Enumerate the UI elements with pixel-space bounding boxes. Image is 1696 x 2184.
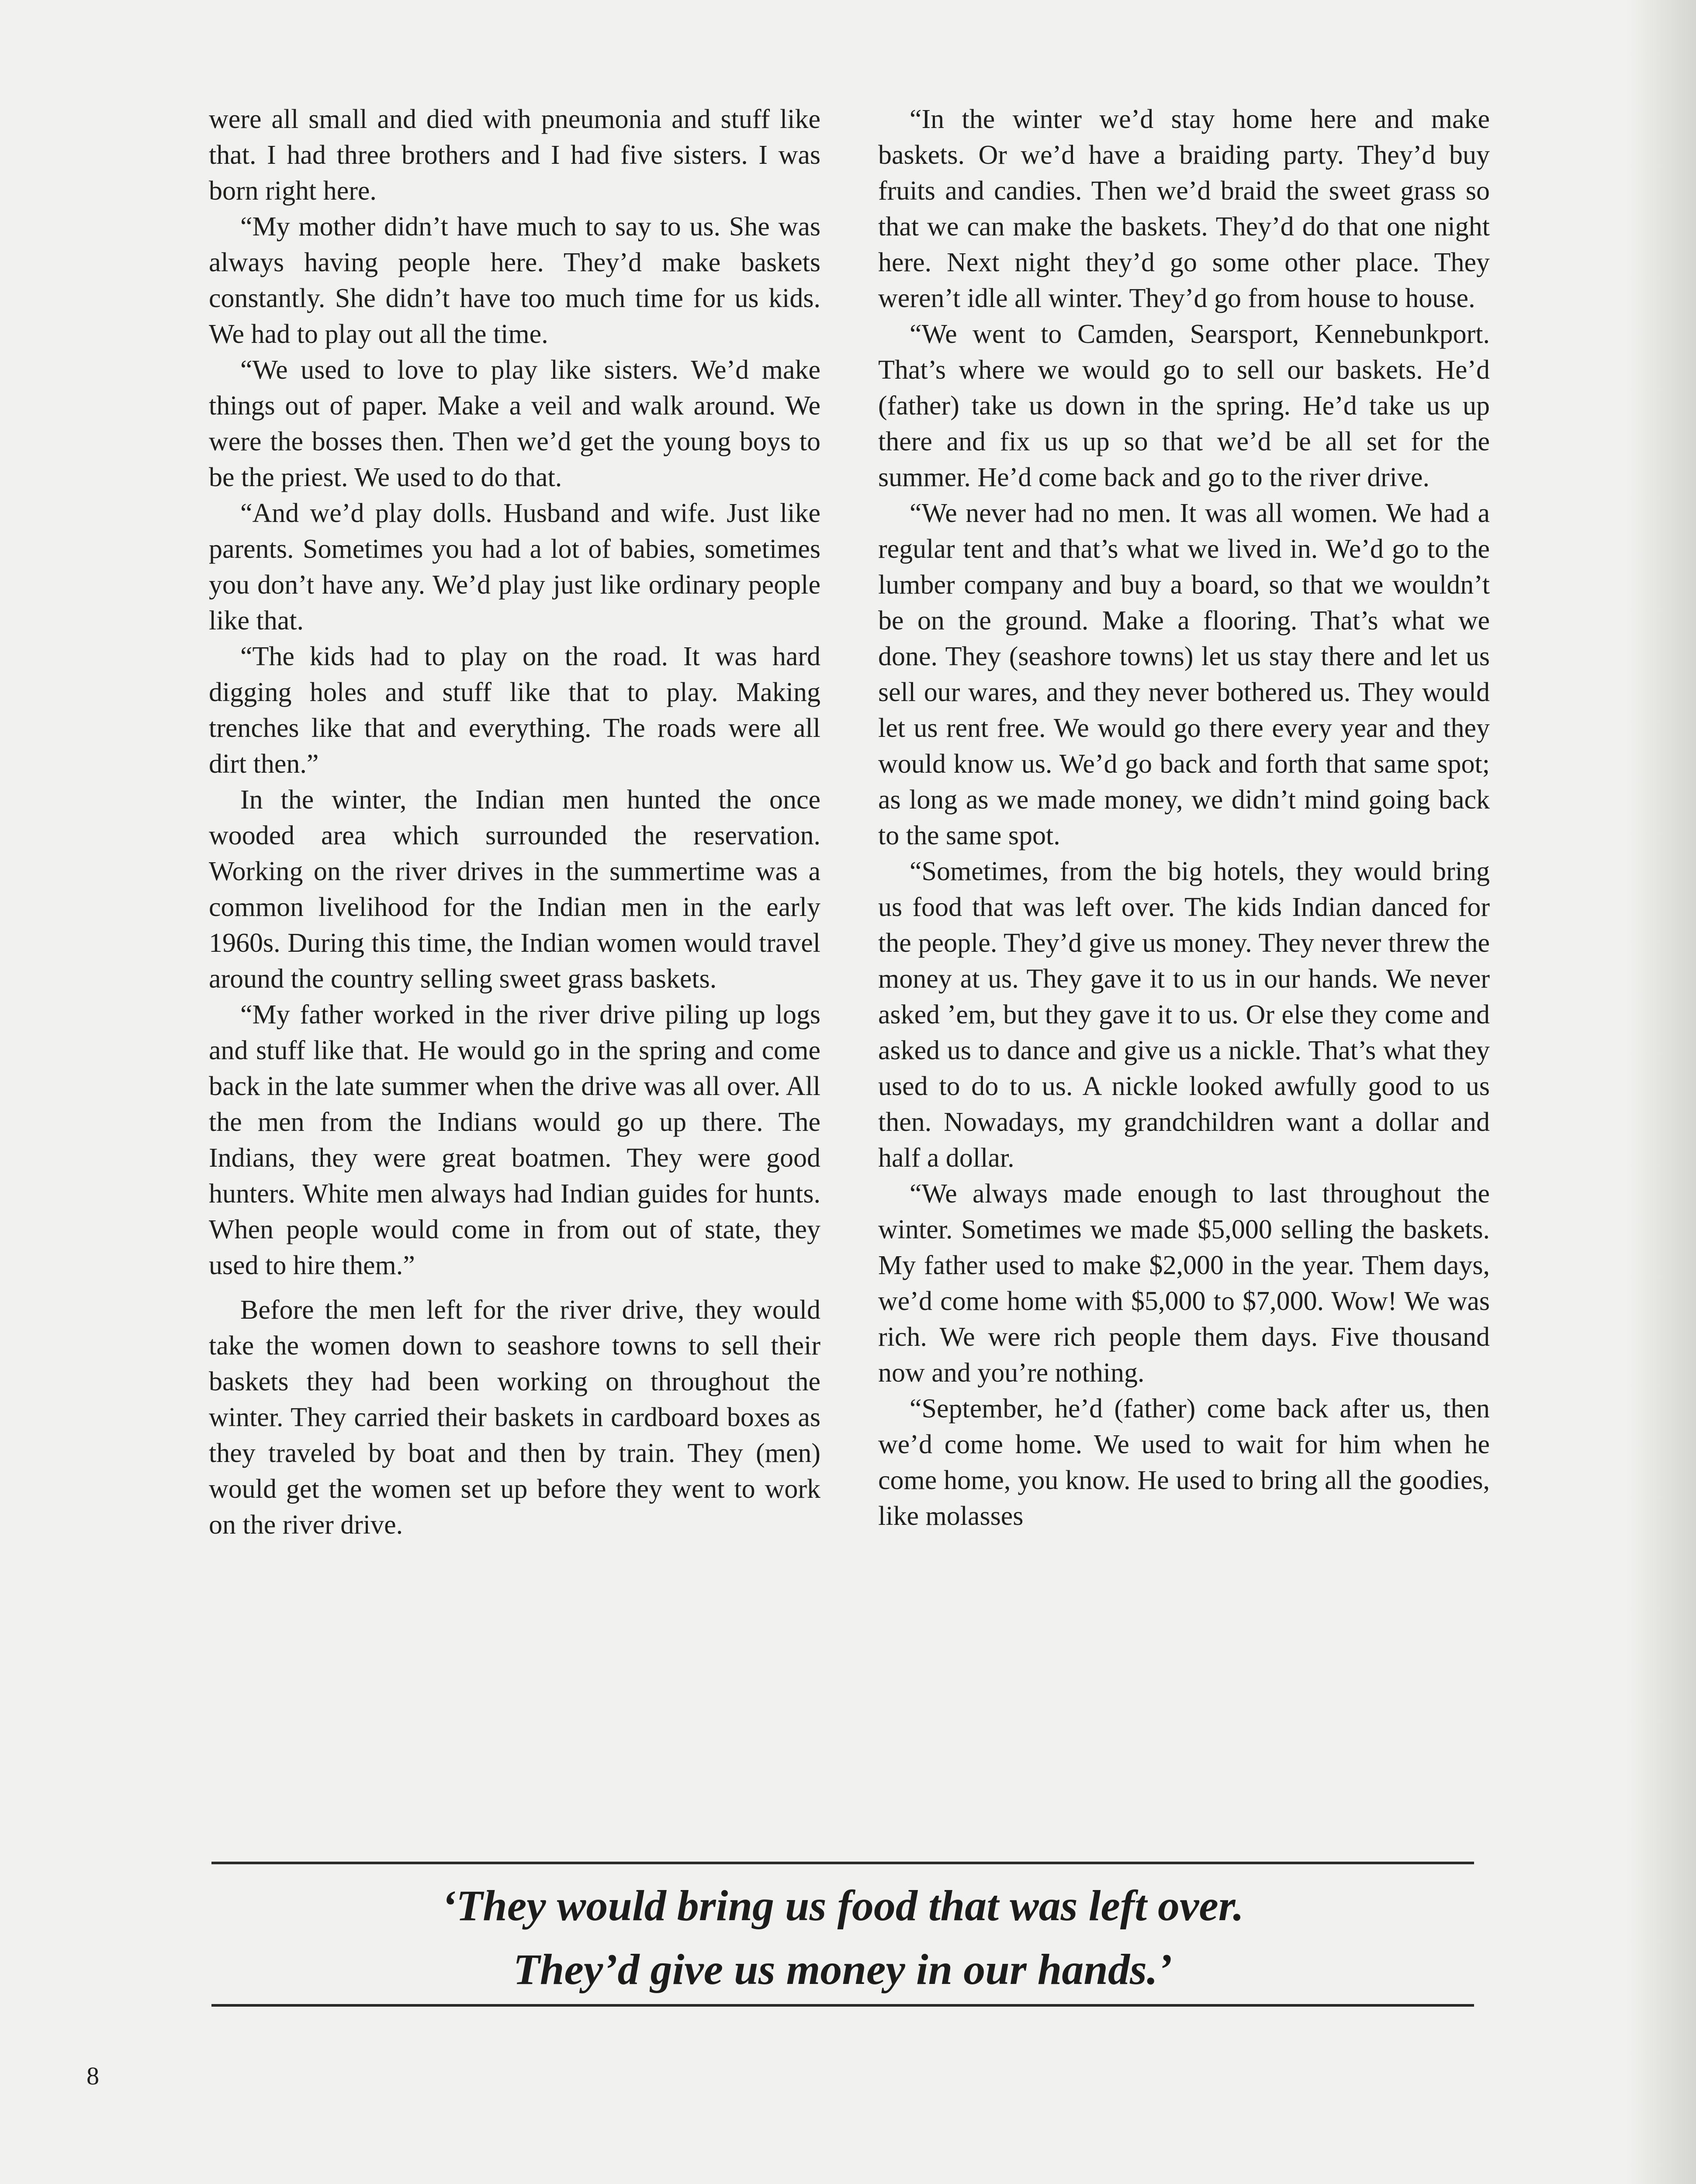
pull-quote <box>211 1874 1474 2001</box>
paragraph: “We always made enough to last throughout the winter. Sometimes we made $5,000 selling the baskets. My father used to make $2,000 in the year. Them days, we’d come home with $5,000 to $7,000. Wow! We was rich. We were rich people them days. Five thousand now and you’re nothing. <box>878 1179 1490 1388</box>
paragraph: “In the winter we’d stay home here and make baskets. Or we’d have a braiding party. They’d buy fruits and candies. Then we’d braid the sweet grass so that we can make the baskets. They’d do that one night here. Next night they’d go some other place. They weren’t idle all winter. They’d go from house to house. <box>878 104 1490 313</box>
left-text-column <box>209 101 820 1543</box>
paragraph: were all small and died with pneumonia and stuff like that. I had three brothers and I had five sisters. I was born right here. <box>209 104 820 206</box>
paragraph: “September, he’d (father) come back after us, then we’d come home. We used to wait for him when he come home, you know. He used to bring all the goodies, like molasses <box>878 1394 1490 1531</box>
paragraph: In the winter, the Indian men hunted the once wooded area which surrounded the reservation. Working on the river drives in the summertime was a common livelihood for the Indian men in the early 1960s. During this time, the Indian women would travel around the country selling sweet grass baskets. <box>209 785 820 994</box>
paragraph: “My father worked in the river drive piling up logs and stuff like that. He would go in the spring and come back in the late summer when the drive was all over. All the men from the Indians would go up there. The Indians, they were great boatmen. They were good hunters. White men always had Indian guides for hunts. When people would come in from out of state, they used to hire them.” <box>209 1000 820 1280</box>
pull-quote-bottom-rule <box>211 2004 1474 2007</box>
paragraph: “We used to love to play like sisters. We’d make things out of paper. Make a veil and walk around. We were the bosses then. Then we’d get the young boys to be the priest. We used to do that. <box>209 355 820 492</box>
right-text-column <box>878 101 1490 1534</box>
pull-quote-top-rule <box>211 1862 1474 1864</box>
page-edge-shadow <box>1626 0 1696 2184</box>
paragraph: Before the men left for the river drive, they would take the women down to seashore towns to sell their baskets they had been working on throughout the winter. They carried their baskets in cardboard boxes as they traveled by boat and then by train. They (men) would get the women set up before they went to work on the river drive. <box>209 1295 820 1540</box>
pull-quote-line: They’d give us money in our hands.’ <box>513 1945 1173 1994</box>
paragraph: “We went to Camden, Searsport, Kennebunkport. That’s where we would go to sell our baskets. He’d (father) take us down in the spring. He’d take us up there and fix us up so that we’d be all set for the summer. He’d come back and go to the river drive. <box>878 319 1490 492</box>
pull-quote-line: ‘They would bring us food that was left over. <box>441 1881 1244 1930</box>
paragraph: “And we’d play dolls. Husband and wife. Just like parents. Sometimes you had a lot of babies, sometimes you don’t have any. We’d play just like ordinary people like that. <box>209 498 820 636</box>
paragraph: “Sometimes, from the big hotels, they would bring us food that was left over. The kids Indian danced for the people. They’d give us money. They never threw the money at us. They gave it to us in our hands. We never asked ’em, but they gave it to us. Or else they come and asked us to dance and give us a nickle. That’s what they used to do to us. A nickle looked awfully good to us then. Nowadays, my grandchildren want a dollar and half a dollar. <box>878 857 1490 1173</box>
paragraph: “My mother didn’t have much to say to us. She was always having people here. They’d make baskets constantly. She didn’t have too much time for us kids. We had to play out all the time. <box>209 212 820 349</box>
paragraph: “The kids had to play on the road. It was hard digging holes and stuff like that to play. Making trenches like that and everything. The roads were all dirt then.” <box>209 642 820 779</box>
page-number: 8 <box>87 2062 99 2090</box>
paragraph: “We never had no men. It was all women. We had a regular tent and that’s what we lived in. We’d go to the lumber company and buy a board, so that we wouldn’t be on the ground. Make a flooring. That’s what we done. They (seashore towns) let us stay there and let us sell our wares, and they never bothered us. They would let us rent free. We would go there every year and they would know us. We’d go back and forth that same spot; as long as we made money, we didn’t mind going back to the same spot. <box>878 498 1490 850</box>
